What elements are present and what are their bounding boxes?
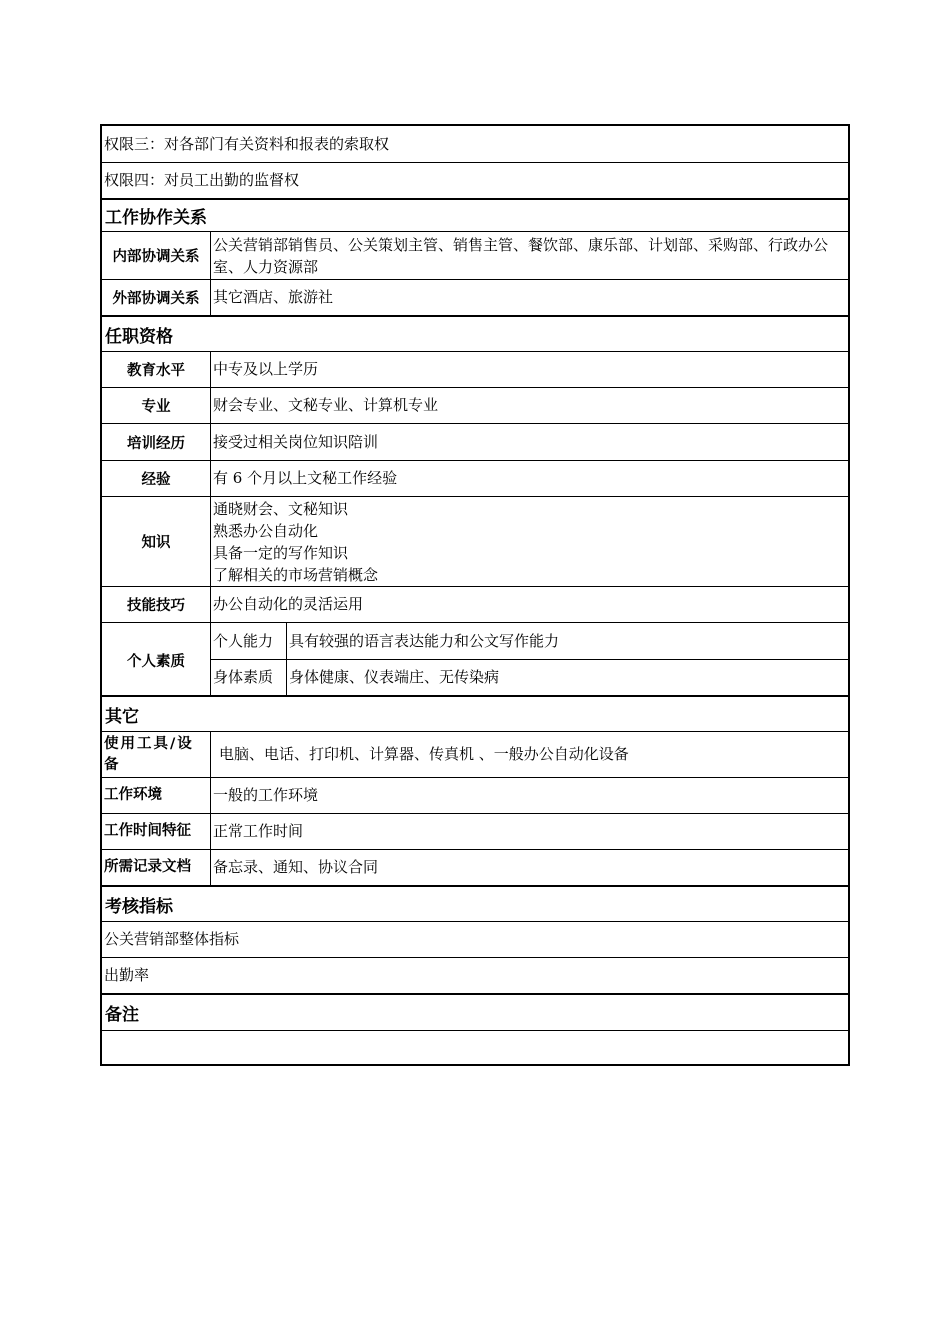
physical-value: 身体健康、仪表端庄、无传染病 <box>289 668 500 686</box>
ability-row <box>211 623 848 660</box>
internal-relations-value: 公关营销部销售员、公关策划主管、销售主管、餐饮部、康乐部、计划部、采购部、行政办公室、人力资源部 <box>213 235 829 276</box>
knowledge-label: 知识 <box>102 497 211 586</box>
assessment-heading-row <box>102 887 848 922</box>
knowledge-row <box>102 497 848 587</box>
physical-label: 身体素质 <box>211 660 287 695</box>
remarks-value-row <box>102 1031 848 1064</box>
experience-label: 经验 <box>102 461 211 496</box>
assessment-item: 出勤率 <box>104 966 150 984</box>
knowledge-item: 熟悉办公自动化 <box>213 521 319 540</box>
documents-label: 所需记录文档 <box>102 850 211 885</box>
environment-label: 工作环境 <box>102 778 211 813</box>
internal-relations-label: 内部协调关系 <box>102 232 211 279</box>
skills-label: 技能技巧 <box>102 587 211 622</box>
skills-value: 办公自动化的灵活运用 <box>213 595 364 613</box>
experience-row <box>102 461 848 497</box>
experience-value: 有 6 个月以上文秘工作经验 <box>213 469 398 487</box>
assessment-item: 公关营销部整体指标 <box>104 930 240 948</box>
authority-3-text: 权限三：对各部门有关资料和报表的索取权 <box>104 134 390 153</box>
authority-row-3 <box>102 126 848 163</box>
section-heading-assessment: 考核指标 <box>105 896 173 917</box>
assessment-item-row <box>102 958 848 995</box>
major-label: 专业 <box>102 388 211 423</box>
education-value: 中专及以上学历 <box>213 360 319 378</box>
personal-quality-label: 个人素质 <box>102 623 211 697</box>
skills-row <box>102 587 848 623</box>
section-heading-remarks: 备注 <box>105 1005 139 1025</box>
relations-heading-row <box>102 200 848 232</box>
section-heading-relations: 工作协作关系 <box>105 208 207 228</box>
major-value: 财会专业、文秘专业、计算机专业 <box>213 396 439 414</box>
physical-row <box>102 660 848 697</box>
knowledge-item: 通晓财会、文秘知识 <box>213 499 349 518</box>
other-heading-row <box>102 697 848 732</box>
authority-4-text: 权限四：对员工出勤的监督权 <box>104 171 300 189</box>
remarks-heading-row <box>102 995 848 1031</box>
work-time-row <box>102 814 848 850</box>
tools-row <box>102 732 848 778</box>
external-relations-label: 外部协调关系 <box>102 280 211 315</box>
knowledge-list <box>211 497 848 586</box>
environment-value: 一般的工作环境 <box>213 786 319 804</box>
knowledge-item: 了解相关的市场营销概念 <box>213 565 379 584</box>
internal-relations-row <box>102 232 848 280</box>
training-label: 培训经历 <box>102 424 211 460</box>
qualifications-heading-row <box>102 317 848 352</box>
job-description-table <box>100 124 850 1066</box>
work-time-value: 正常工作时间 <box>213 822 304 840</box>
assessment-item-row <box>102 922 848 958</box>
training-value: 接受过相关岗位知识陪训 <box>213 432 379 451</box>
major-row <box>102 388 848 424</box>
knowledge-item: 具备一定的写作知识 <box>213 543 349 562</box>
documents-value: 备忘录、通知、协议合同 <box>213 858 379 876</box>
section-heading-other: 其它 <box>105 706 139 727</box>
work-time-label: 工作时间特征 <box>102 814 211 849</box>
education-label: 教育水平 <box>102 352 211 387</box>
external-relations-value: 其它酒店、旅游社 <box>213 288 334 306</box>
ability-value: 具有较强的语言表达能力和公文写作能力 <box>289 631 560 650</box>
external-relations-row <box>102 280 848 317</box>
remarks-value <box>102 1031 848 1064</box>
documents-row <box>102 850 848 887</box>
environment-row <box>102 778 848 814</box>
tools-label: 使用工具/设备 <box>102 732 211 777</box>
ability-label: 个人能力 <box>211 623 287 659</box>
training-row <box>102 424 848 461</box>
tools-value: 电脑、电话、打印机、计算器、传真机 、一般办公自动化设备 <box>219 745 629 763</box>
education-row <box>102 352 848 388</box>
section-heading-qualifications: 任职资格 <box>105 326 173 347</box>
authority-row-4 <box>102 163 848 200</box>
